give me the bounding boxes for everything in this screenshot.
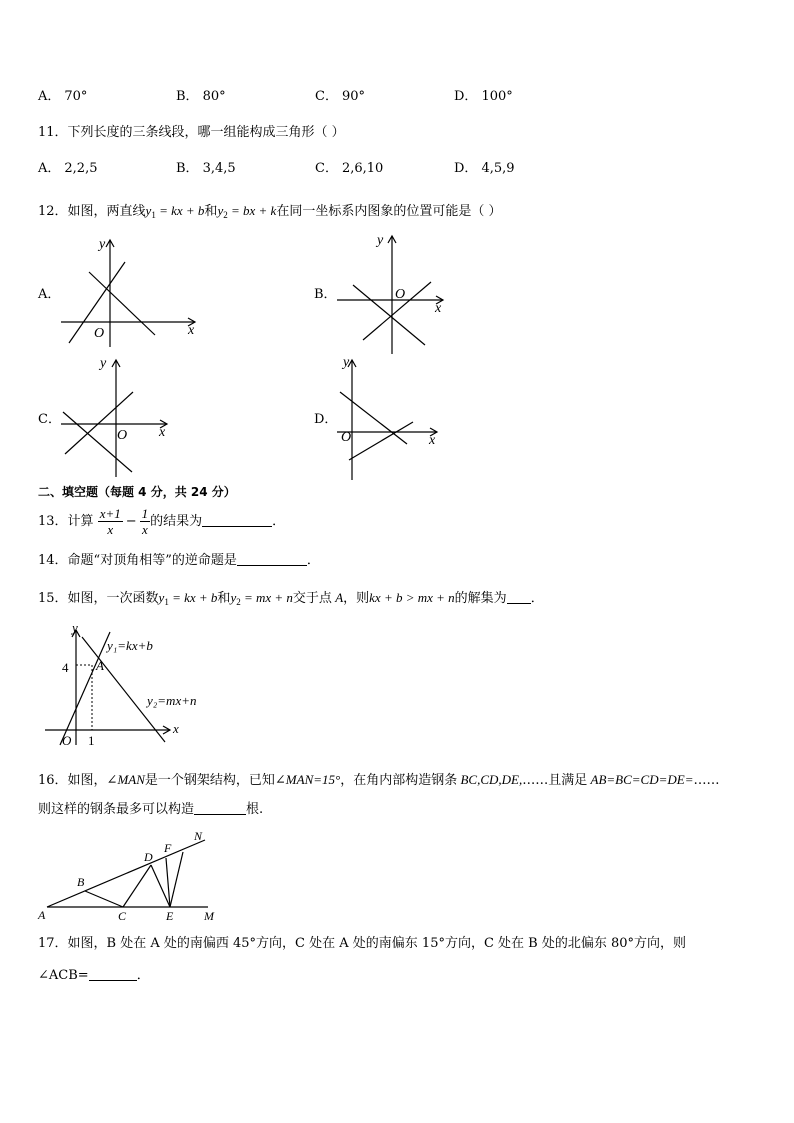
q12-graph-d bbox=[335, 352, 485, 482]
q15-answer-blank[interactable] bbox=[507, 591, 531, 604]
label-b: B bbox=[77, 875, 85, 889]
q12-stem: 12．如图，两直线$y_1$ = kx + b和$y_2$ = bx + k在同一坐标系内图象的位置可能是（ ） bbox=[38, 203, 502, 220]
q14-stem: 14．命题“对顶角相等”的逆命题是 ． bbox=[38, 553, 320, 568]
q11-option-c: C． 2,6,10 bbox=[315, 161, 384, 176]
q12-graph-c bbox=[55, 352, 205, 482]
axis-y-label: y bbox=[100, 356, 107, 371]
line-y2-label: y₂=mx+n bbox=[147, 693, 197, 708]
label-e: E bbox=[166, 909, 174, 923]
q11-option-b: B． 3,4,5 bbox=[176, 161, 236, 176]
label-c: C bbox=[118, 909, 127, 923]
axis-x-label: x bbox=[435, 301, 442, 316]
label-f: F bbox=[164, 841, 172, 855]
origin-label: O bbox=[395, 287, 406, 302]
label-d: D bbox=[144, 850, 153, 864]
label-m: M bbox=[204, 909, 214, 923]
q17-line-1: 17．如图，B 处在 A 处的南偏西 45°方向，C 处在 A 处的南偏东 15°方向，C 处在 B 处的北偏东 80°方向，则 bbox=[38, 936, 687, 951]
q16-line-1: 16．如图，∠MAN是一个钢架结构，已知∠MAN=15°，在角内部构造钢条 BC,CD,DE,……且满足 AB=BC=CD=DE=…… bbox=[38, 772, 720, 788]
bar-cd bbox=[123, 865, 151, 907]
q14-answer-blank[interactable] bbox=[237, 553, 307, 566]
axis-y-label: y bbox=[377, 233, 384, 248]
label-a: A bbox=[38, 908, 46, 922]
tick-x-1: 1 bbox=[88, 733, 95, 748]
ray-an bbox=[47, 840, 205, 907]
axis-y-label: y bbox=[72, 620, 78, 635]
q12-option-b-label: B． bbox=[314, 287, 337, 302]
tick-y-4: 4 bbox=[62, 660, 69, 675]
axis-x-label: x bbox=[188, 323, 195, 338]
line-1 bbox=[353, 285, 425, 345]
origin-label: O bbox=[341, 430, 352, 445]
q10-option-b: B． 80° bbox=[176, 89, 226, 104]
line-y1 bbox=[60, 632, 110, 745]
q12-option-d-label: D． bbox=[314, 412, 338, 427]
q12-graph-b bbox=[335, 230, 485, 355]
label-n: N bbox=[194, 829, 203, 843]
axis-x-label: x bbox=[429, 433, 436, 448]
axis-y-label: y bbox=[343, 355, 350, 370]
q10-option-c: C． 90° bbox=[315, 89, 365, 104]
q12-option-c-label: C． bbox=[38, 412, 61, 427]
bar-bc bbox=[85, 891, 123, 907]
origin-label: O bbox=[62, 733, 72, 748]
q11-stem: 11．下列长度的三条线段，哪一组能构成三角形（ ） bbox=[38, 125, 345, 140]
q13-fraction-2: $\frac{1}{x}$ bbox=[141, 506, 149, 537]
q12-graph-a bbox=[55, 232, 205, 352]
q10-option-d: D． 100° bbox=[454, 89, 513, 104]
point-a-label: A bbox=[96, 658, 104, 673]
q15-stem: 15．如图，一次函数$y_1$ = kx + b和$y_2$ = mx + n交于点 A，则kx + b > mx + n的解集为 ． bbox=[38, 590, 544, 607]
q13-answer-blank[interactable] bbox=[202, 514, 272, 527]
axis-y-label: y bbox=[99, 237, 106, 252]
line-y1-label: y₁=kx+b bbox=[107, 638, 153, 653]
section-title: 二、填空题（每题 4 分，共 24 分） bbox=[38, 485, 236, 499]
q16-figure bbox=[38, 828, 238, 923]
q12-option-a-label: A． bbox=[38, 287, 61, 302]
q10-option-a: A． 70° bbox=[38, 89, 88, 104]
q13-stem: 13．计算 $\frac{x+1}{x}$ − $\frac{1}{x}$ 的结果为 ． bbox=[38, 506, 286, 537]
q16-answer-blank[interactable] bbox=[194, 802, 246, 815]
q17-line-2: ∠ACB= ． bbox=[38, 968, 150, 983]
axis-x-label: x bbox=[173, 721, 179, 736]
q15-figure bbox=[40, 620, 240, 750]
q17-answer-blank[interactable] bbox=[89, 968, 137, 981]
q16-line-2: 则这样的钢条最多可以构造 根. bbox=[38, 802, 264, 817]
origin-label: O bbox=[94, 326, 105, 341]
bar-ef-2 bbox=[170, 852, 183, 907]
axis-x-label: x bbox=[159, 425, 166, 440]
origin-label: O bbox=[117, 428, 128, 443]
q11-option-a: A． 2,2,5 bbox=[38, 161, 98, 176]
q11-option-d: D． 4,5,9 bbox=[454, 161, 515, 176]
q13-fraction-1: $\frac{x+1}{x}$ bbox=[99, 506, 121, 537]
